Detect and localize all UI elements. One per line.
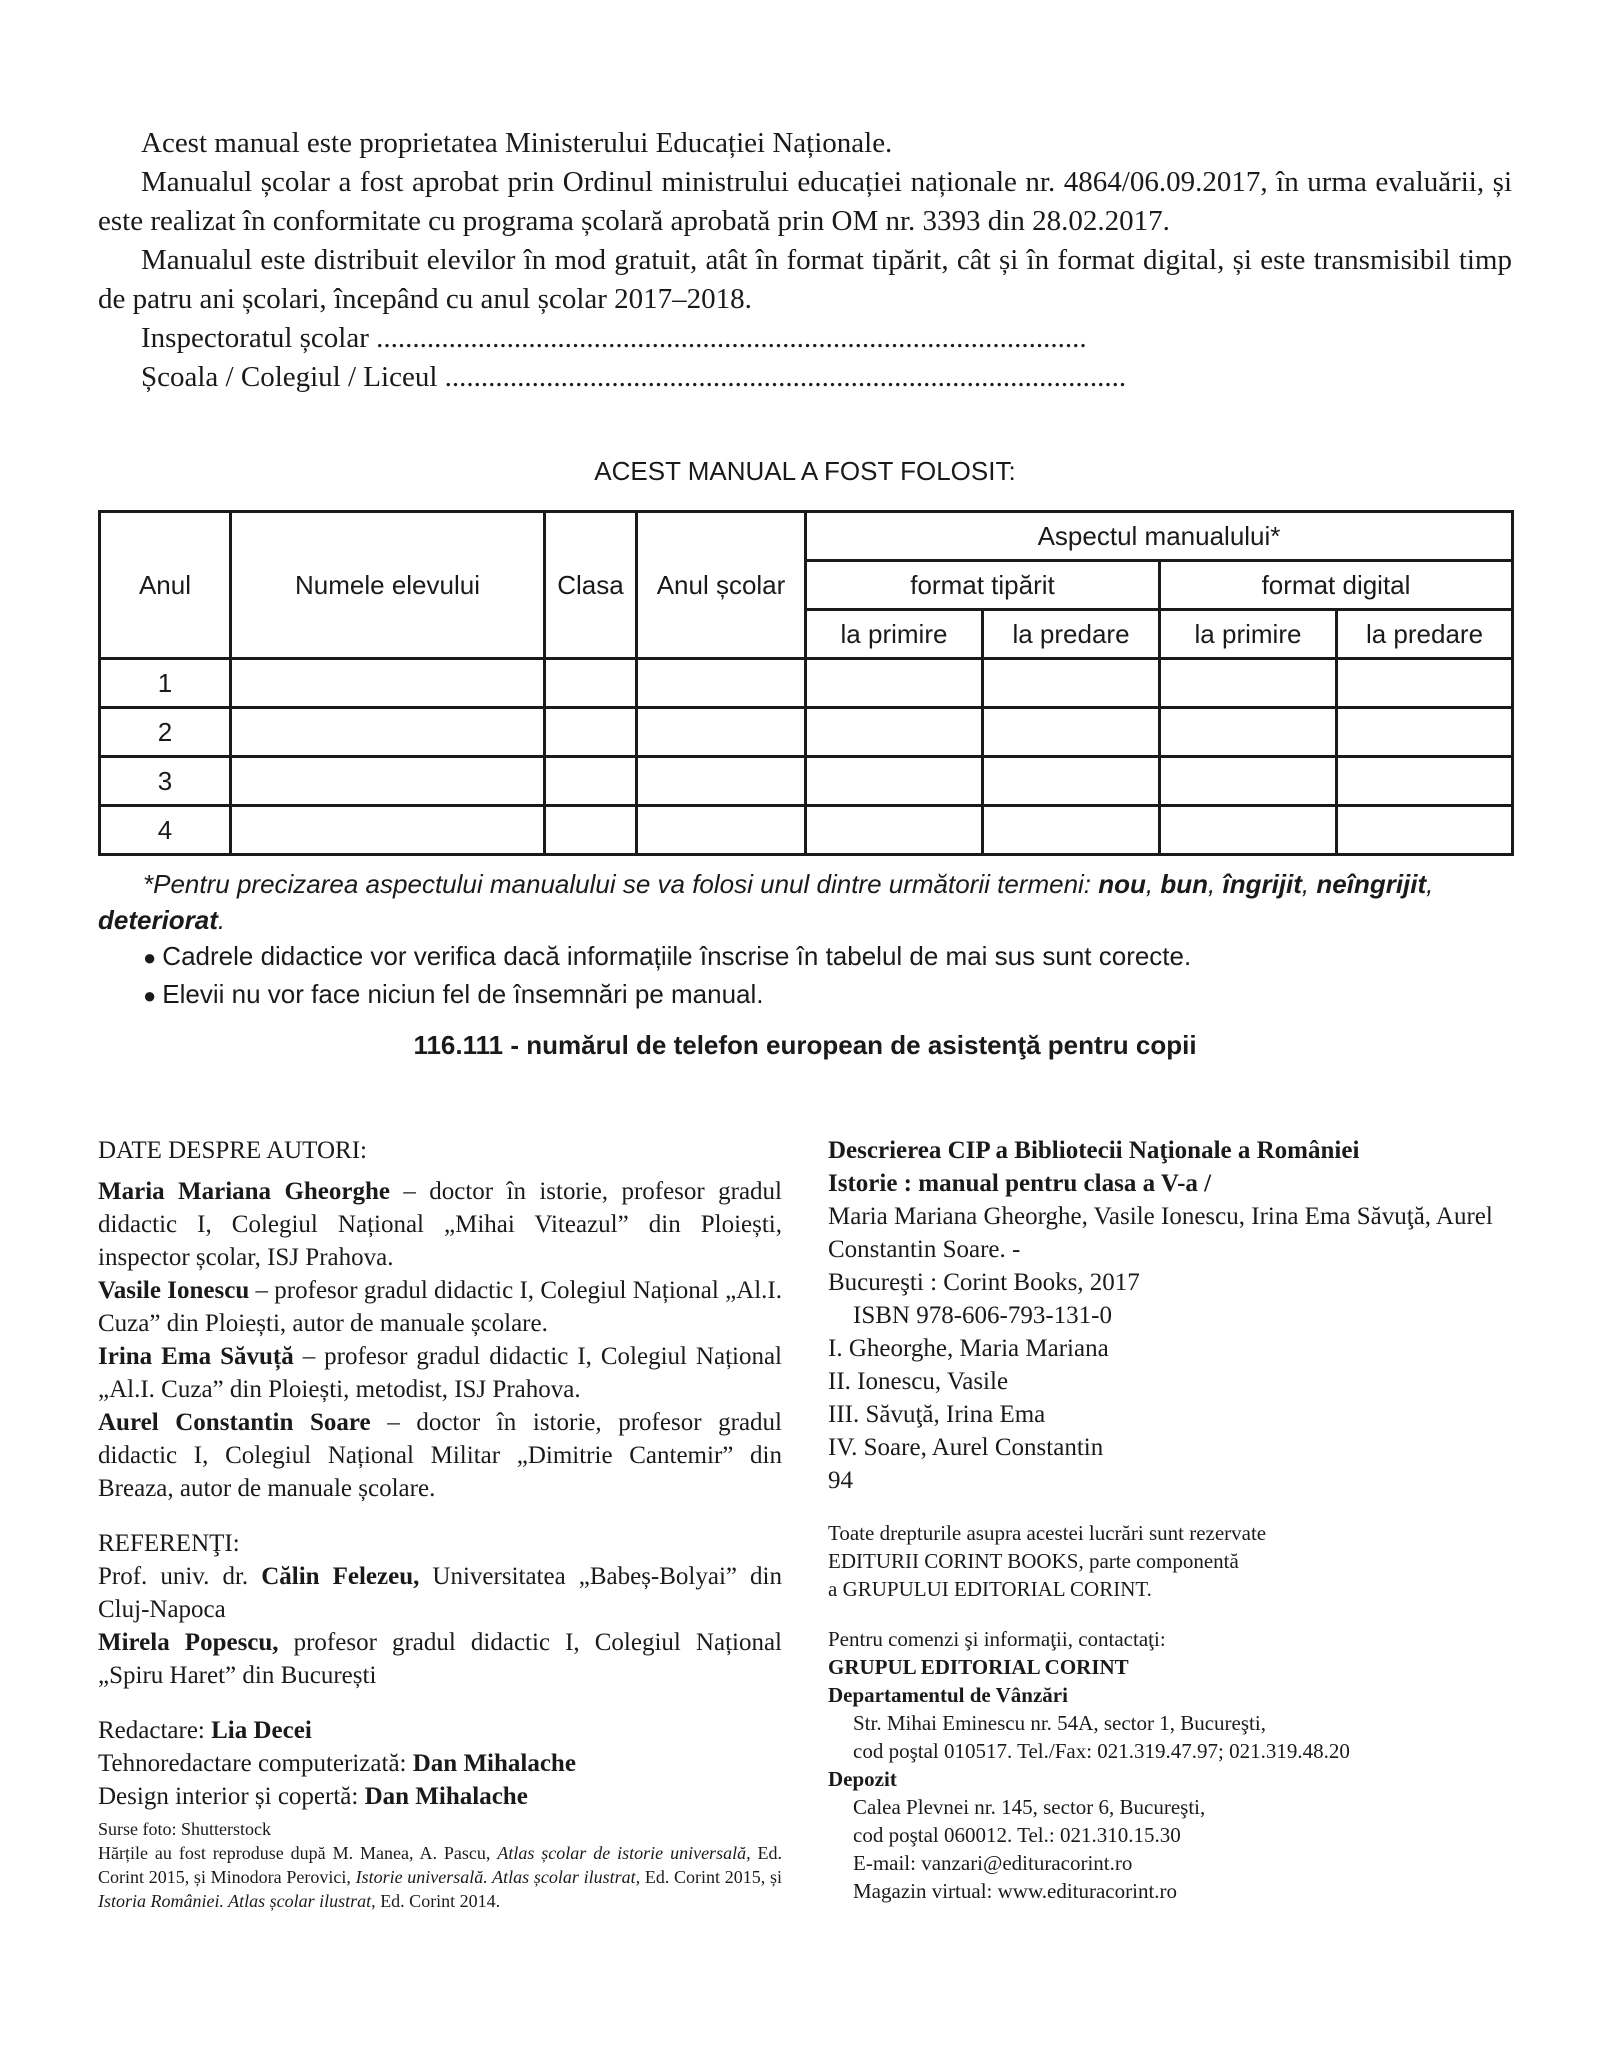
header-anul-scolar: Anul școlar	[637, 512, 806, 659]
cell-digital-primire[interactable]	[1160, 806, 1337, 855]
referees-heading: REFERENŢI:	[98, 1530, 240, 1557]
property-statement: Acest manual este proprietatea Ministerului Educației Naționale.	[141, 127, 893, 159]
bullet-dot-icon: ●	[143, 983, 157, 1008]
cip-authors: Maria Mariana Gheorghe, Vasile Ionescu, Irina Ema Săvuţă, Aurel Constantin Soare. -	[828, 1203, 1493, 1263]
cell-tiparit-primire[interactable]	[806, 659, 983, 708]
cell-anul-scolar[interactable]	[637, 659, 806, 708]
inspectorate-line: Inspectoratul școlar ..................................................................................................	[141, 322, 1087, 354]
cell-tiparit-predare[interactable]	[983, 708, 1160, 757]
sales-address: Str. Mihai Eminescu nr. 54A, sector 1, Bucureşti,	[853, 1711, 1266, 1735]
term-nou: nou	[1098, 869, 1146, 899]
header-tiparit-la-primire: la primire	[806, 610, 983, 659]
header-digital-la-predare: la predare	[1337, 610, 1513, 659]
header-tiparit-la-predare: la predare	[983, 610, 1160, 659]
rights-notice: Toate drepturile asupra acestei lucrări sunt rezervate EDITURII CORINT BOOKS, parte componentă a GRUPULUI EDITORIAL CORINT.	[828, 1521, 1267, 1601]
sales-department: Departamentul de Vânzări	[828, 1683, 1068, 1707]
contact-block	[828, 1625, 1518, 1905]
depot-phone: cod poştal 060012. Tel.: 021.310.15.30	[853, 1823, 1181, 1847]
cell-numele[interactable]	[231, 708, 545, 757]
photo-sources: Surse foto: Shutterstock	[98, 1819, 271, 1839]
depot-heading: Depozit	[828, 1767, 897, 1791]
typesetting-credit: Tehnoredactare computerizată: Dan Mihalache	[98, 1750, 576, 1777]
bullet-students: ● Elevii nu vor face niciun fel de însemnări pe manual.	[143, 979, 764, 1009]
sales-phone: cod poştal 010517. Tel./Fax: 021.319.47.97; 021.319.48.20	[853, 1739, 1350, 1763]
header-digital-la-primire: la primire	[1160, 610, 1337, 659]
bullet-teachers: ● Cadrele didactice vor verifica dacă informațiile înscrise în tabelul de mai sus sunt corecte.	[143, 941, 1192, 971]
usage-table-title: ACEST MANUAL A FOST FOLOSIT:	[594, 456, 1016, 486]
cell-tiparit-primire[interactable]	[806, 757, 983, 806]
row-number: 4	[100, 806, 231, 855]
table-row	[100, 659, 1513, 708]
approval-statement: Manualul școlar a fost aprobat prin Ordinul ministrului educației naționale nr. 4864/06.09.2017, în urma evaluării, și este realizat în conformitate cu programa școlară aprobată prin OM nr. 3393 din 28.02.2017.	[98, 166, 1512, 237]
author-entry: Irina Ema Săvuță – profesor gradul didactic I, Colegiul Național „Al.I. Cuza” din Ploiești, metodist, ISJ Prahova.	[98, 1343, 783, 1403]
cell-clasa[interactable]	[545, 757, 637, 806]
intro-section	[98, 124, 1512, 397]
cip-heading: Descrierea CIP a Bibliotecii Naţionale a României	[828, 1137, 1360, 1164]
cell-digital-predare[interactable]	[1337, 708, 1513, 757]
term-deteriorat: deteriorat	[98, 905, 218, 935]
cell-clasa[interactable]	[545, 708, 637, 757]
cell-digital-predare[interactable]	[1337, 659, 1513, 708]
cip-index: IV. Soare, Aurel Constantin	[828, 1434, 1104, 1461]
cell-tiparit-predare[interactable]	[983, 806, 1160, 855]
author-entry: Aurel Constantin Soare – doctor în istorie, profesor gradul didactic I, Colegiul Național Militar „Dimitrie Cantemir” din Breaza, autor de manuale școlare.	[98, 1409, 782, 1502]
aspect-footnote: *Pentru precizarea aspectului manualului se va folosi unul dintre următorii termeni: nou, bun, îngrijit, neîngrijit, deteriorat.	[98, 869, 1434, 935]
author-entry: Maria Mariana Gheorghe – doctor în istorie, profesor gradul didactic I, Colegiul Național „Mihai Viteazul” din Ploiești, inspector școlar, ISJ Prahova.	[98, 1178, 782, 1271]
school-line: Școala / Colegiul / Liceul ..............................................................................................	[141, 361, 1127, 393]
cell-digital-primire[interactable]	[1160, 659, 1337, 708]
cip-title: Istorie : manual pentru clasa a V-a /	[828, 1170, 1212, 1197]
header-anul: Anul	[100, 512, 231, 659]
cell-tiparit-predare[interactable]	[983, 757, 1160, 806]
author-entry: Vasile Ionescu – profesor gradul didactic I, Colegiul Național „Al.I. Cuza” din Ploiești, autor de manuale școlare.	[98, 1277, 783, 1337]
term-neingrijit: neîngrijit	[1316, 869, 1427, 899]
table-row	[100, 806, 1513, 855]
cell-anul-scolar[interactable]	[637, 757, 806, 806]
cip-publisher: Bucureşti : Corint Books, 2017	[828, 1269, 1140, 1296]
publisher-column	[828, 1134, 1518, 1905]
header-clasa: Clasa	[545, 512, 637, 659]
authors-column	[98, 1134, 782, 1913]
cip-index: II. Ionescu, Vasile	[828, 1368, 1009, 1395]
bullet-dot-icon: ●	[143, 945, 157, 970]
cell-anul-scolar[interactable]	[637, 806, 806, 855]
row-number: 2	[100, 708, 231, 757]
cip-index: III. Săvuţă, Irina Ema	[828, 1401, 1046, 1428]
term-ingrijit: îngrijit	[1222, 869, 1302, 899]
email-contact: E-mail: vanzari@edituracorint.ro	[853, 1851, 1133, 1875]
cell-clasa[interactable]	[545, 659, 637, 708]
cell-digital-predare[interactable]	[1337, 806, 1513, 855]
referee-entry: Mirela Popescu, profesor gradul didactic I, Colegiul Național „Spiru Haret” din București	[98, 1629, 782, 1689]
notes-section	[98, 866, 1512, 1014]
row-number: 1	[100, 659, 231, 708]
cell-clasa[interactable]	[545, 806, 637, 855]
header-format-tiparit: format tipărit	[806, 561, 1160, 610]
cell-numele[interactable]	[231, 806, 545, 855]
usage-table	[98, 510, 1514, 856]
table-row	[100, 708, 1513, 757]
footnote-text: *Pentru precizarea aspectului manualului se va folosi unul dintre următorii termeni:	[143, 869, 1099, 899]
cell-numele[interactable]	[231, 757, 545, 806]
design-credit: Design interior și copertă: Dan Mihalache	[98, 1783, 528, 1810]
row-number: 3	[100, 757, 231, 806]
depot-address: Calea Plevnei nr. 145, sector 6, Bucureşti,	[853, 1795, 1206, 1819]
table-row	[100, 757, 1513, 806]
cell-digital-primire[interactable]	[1160, 708, 1337, 757]
contact-intro: Pentru comenzi şi informaţii, contactaţi:	[828, 1627, 1166, 1651]
header-format-digital: format digital	[1160, 561, 1513, 610]
header-numele-elevului: Numele elevului	[231, 512, 545, 659]
term-bun: bun	[1160, 869, 1209, 899]
child-helpline: 116.111 - numărul de telefon european de asistenţă pentru copii	[413, 1030, 1197, 1060]
cell-digital-predare[interactable]	[1337, 757, 1513, 806]
authors-heading: DATE DESPRE AUTORI:	[98, 1137, 368, 1164]
cell-digital-primire[interactable]	[1160, 757, 1337, 806]
publisher-group: GRUPUL EDITORIAL CORINT	[828, 1655, 1129, 1679]
distribution-statement: Manualul este distribuit elevilor în mod gratuit, atât în format tipărit, cât și în format digital, și este transmisibil timp de patru ani școlari, începând cu anul școlar 2017–2018.	[98, 244, 1512, 315]
cell-tiparit-primire[interactable]	[806, 708, 983, 757]
online-shop: Magazin virtual: www.edituracorint.ro	[853, 1879, 1178, 1903]
cip-index: I. Gheorghe, Maria Mariana	[828, 1335, 1109, 1362]
cell-tiparit-predare[interactable]	[983, 659, 1160, 708]
header-aspect: Aspectul manualului*	[806, 512, 1513, 561]
cip-isbn: ISBN 978-606-793-131-0	[853, 1302, 1113, 1329]
cell-anul-scolar[interactable]	[637, 708, 806, 757]
cell-tiparit-primire[interactable]	[806, 806, 983, 855]
referee-entry: Prof. univ. dr. Călin Felezeu, Universitatea „Babeș-Bolyai” din Cluj-Napoca	[98, 1563, 783, 1623]
cell-numele[interactable]	[231, 659, 545, 708]
map-sources: Hărțile au fost reproduse după M. Manea, A. Pascu, Atlas școlar de istorie universală, Ed. Corint 2015, și Minodora Perovici, Istorie universală. Atlas școlar ilustrat, Ed. Corint 2015, și Istoria României. Atlas școlar ilustrat, Ed. Corint 2014.	[98, 1843, 783, 1911]
editing-credit: Redactare: Lia Decei	[98, 1717, 312, 1744]
cip-code: 94	[828, 1467, 853, 1494]
